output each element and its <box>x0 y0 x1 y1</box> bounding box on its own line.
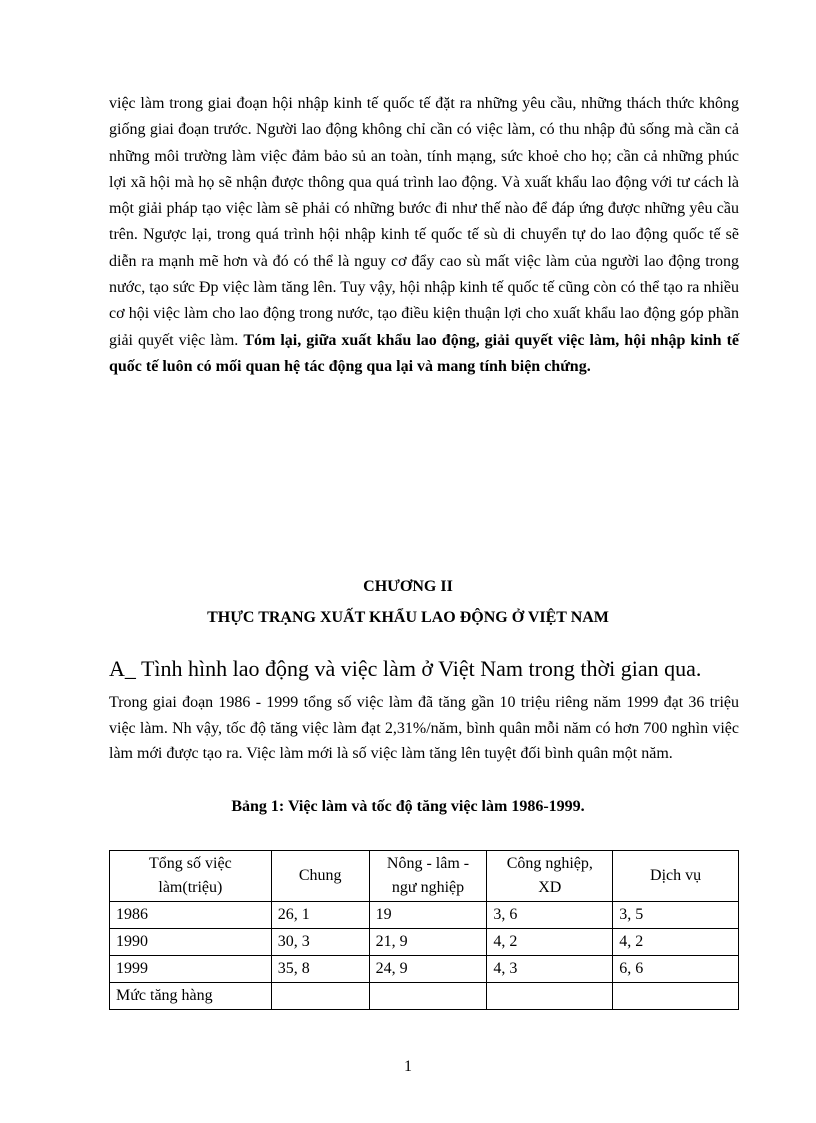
table-cell: 24, 9 <box>369 956 487 983</box>
table-row <box>110 929 739 956</box>
table-cell <box>487 983 613 1010</box>
table-header-cell: Tổng số việc làm(triệu) <box>110 851 272 902</box>
section-heading: A_ Tình hình lao động và việc làm ở Việt Nam trong thời gian qua. <box>109 656 702 681</box>
table-caption: Bảng 1: Việc làm và tốc độ tăng việc làm 1986-1999. <box>231 798 585 815</box>
table-cell: 1999 <box>110 956 272 983</box>
table-cell: 4, 3 <box>487 956 613 983</box>
table-cell: 3, 5 <box>613 902 739 929</box>
table-cell: 1990 <box>110 929 272 956</box>
table-cell: 35, 8 <box>271 956 369 983</box>
table-cell: 26, 1 <box>271 902 369 929</box>
table-cell: 19 <box>369 902 487 929</box>
chapter-number: CHƯƠNG II <box>363 578 453 595</box>
table-cell: 4, 2 <box>487 929 613 956</box>
table-cell: 3, 6 <box>487 902 613 929</box>
table-header-cell: Chung <box>271 851 369 902</box>
table-cell <box>271 983 369 1010</box>
table-header-cell: Dịch vụ <box>613 851 739 902</box>
table-cell: 4, 2 <box>613 929 739 956</box>
table-cell: 30, 3 <box>271 929 369 956</box>
chapter-title: THỰC TRẠNG XUẤT KHẨU LAO ĐỘNG Ở VIỆT NAM <box>207 609 609 626</box>
table-row <box>110 983 739 1010</box>
table-cell: 1986 <box>110 902 272 929</box>
page-number: 1 <box>404 1058 412 1075</box>
table-header-row <box>110 851 739 902</box>
table-row <box>110 902 739 929</box>
intro-conclusion: Tóm lại, giữa xuất khẩu lao động, giải quyết việc làm, hội nhập kinh tế quốc tế luôn có mối quan hệ tác động qua lại và mang tính biện chứng. <box>109 331 739 375</box>
section-paragraph: Trong giai đoạn 1986 - 1999 tổng số việc làm đã tăng gần 10 triệu riêng năm 1999 đạt 36 triệu việc làm. Nh vậy, tốc độ tăng việc làm đạt 2,31%/năm, bình quân mỗi năm có hơn 700 nghìn việc làm mới được tạo ra. Việc làm mới là số việc làm tăng lên tuyệt đối bình quân một năm. <box>109 694 739 762</box>
table-cell <box>369 983 487 1010</box>
table-cell: 6, 6 <box>613 956 739 983</box>
table-header-cell: Công nghiệp, XD <box>487 851 613 902</box>
employment-table <box>109 850 739 1010</box>
table-cell: Mức tăng hàng <box>110 983 272 1010</box>
table-header-cell: Nông - lâm - ngư nghiệp <box>369 851 487 902</box>
intro-paragraph <box>109 91 739 380</box>
intro-text: việc làm trong giai đoạn hội nhập kinh tế quốc tế đặt ra những yêu cầu, những thách thức không giống giai đoạn trước. Người lao động không chỉ cần có việc làm, có thu nhập đủ sống mà cần cả những môi trường làm việc đảm bảo sủ an toàn, tính mạng, sức khoẻ cho họ; cần cả những phúc lợi xã hội mà họ sẽ nhận được thông qua quá trình lao động. Và xuất khẩu lao động với tư cách là một giải pháp tạo việc làm sẽ phải có những bước đi như thế nào để đáp ứng được những yêu cầu trên. Ngược lại, trong quá trình hội nhập kinh tế quốc tế sù di chuyển tự do lao động quốc tế sẽ diễn ra mạnh mẽ hơn và đó có thể là nguy cơ đẩy cao sù mất việc làm của người lao động trong nước, tạo sức Đp việc làm tăng lên. Tuy vậy, hội nhập kinh tế quốc tế cũng còn có thể tạo ra nhiều cơ hội việc làm cho lao động trong nước, tạo điều kiện thuận lợi cho xuất khẩu lao động góp phần giải quyết việc làm. <box>109 95 739 349</box>
table-cell <box>613 983 739 1010</box>
table-cell: 21, 9 <box>369 929 487 956</box>
table-row <box>110 956 739 983</box>
